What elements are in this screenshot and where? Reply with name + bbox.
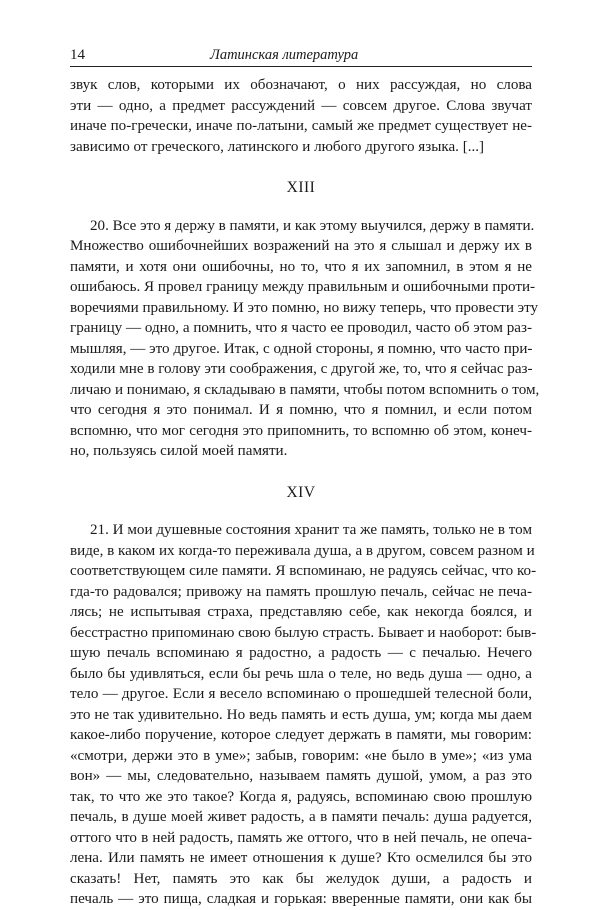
paragraph-20 (70, 216, 540, 462)
text-line: бесстрастно припоминаю свою былую страсть. Бывает и наоборот: быв- (70, 624, 537, 641)
text-line: Множество ошибочнейших возражений на это я слышал и держу их в (70, 238, 532, 254)
text-line: 20. Все это я держу в памяти, и как этому выучился, держу в памяти. (90, 217, 535, 234)
text-line: вон» — мы, следовательно, называем память душой, умом, а раз это (70, 768, 532, 784)
text-line: воречиями правильному. И это помню, но вижу теперь, что провести эту (70, 299, 539, 316)
text-line: так, то что же это такое? Когда я, радуясь, вспоминаю свою прошлую (70, 788, 532, 805)
text-line: что сегодня я это понимал. И я помню, что я помнил, и если потом (70, 402, 532, 418)
section-heading-xiii: XIII (286, 179, 316, 196)
header-rule (70, 66, 532, 67)
text-line: виде, в каком их когда-то переживала душа, а в другом, совсем разном и (70, 542, 535, 559)
running-title: Латинская литература (210, 47, 359, 63)
text-line: ходили мне в голову эти соображения, с другой же, то, что я сейчас раз- (70, 361, 533, 377)
text-line: «смотри, держи это в уме»; забыв, говорим: «не было в уме»; «из ума (70, 747, 532, 764)
text-line: эти — одно, а предмет рассуждений — совсем другое. Слова звучат (70, 97, 532, 114)
paragraph-21 (70, 520, 537, 910)
section-heading-xiv: XIV (286, 483, 316, 501)
text-line: было бы удивляться, если бы речь шла о теле, но ведь душа — одно, а (70, 665, 532, 682)
text-line: соответствующем силе памяти. Я вспоминаю, не радуясь сейчас, что ко- (70, 563, 537, 579)
text-line: печаль — это пища, сладкая и горькая: вверенные памяти, они как бы (70, 891, 532, 907)
text-line: тело — другое. Если я весело вспоминаю о прошедшей телесной боли, (70, 686, 532, 702)
text-line: вспомню, что мог сегодня это припомнить, то вспомню об этом, конеч- (70, 422, 532, 439)
text-line: но, пользуясь силой моей памяти. (70, 443, 288, 459)
text-line: печаль, в душе моей живет радость, а в памяти печаль: душа радуется, (70, 809, 532, 825)
text-line: шую печаль вспоминаю я радостно, а радость — с печалью. Нечего (70, 645, 532, 661)
text-line: звук слов, которыми их обозначают, о них рассуждая, но слова (70, 77, 532, 93)
text-line: мышляя, — это другое. Итак, с одной стороны, я помню, что часто при- (70, 340, 533, 357)
text-line: сказать! Нет, память это как бы желудок души, а радость и (70, 870, 532, 887)
paragraph-intro (70, 75, 532, 157)
text-line: ошибаюсь. Я провел границу между правильным и ошибочными проти- (70, 279, 536, 295)
text-line: оттого что в ней радость, память же оттого, что в ней печаль, не опеча- (70, 829, 532, 846)
text-line: это не так удивительно. Но ведь память и есть душа, ум; когда мы даем (70, 706, 532, 723)
text-line: какое-либо поручение, которое следует держать в памяти, мы говорим: (70, 727, 532, 743)
text-line: границу — одно, а помнить, что я часто ее проводил, часто об этом раз- (70, 320, 532, 336)
text-line: памяти, и хотя они ошибочны, но то, что я их запомнил, в этом я не (70, 258, 532, 275)
text-line: гда-то радовался; привожу на память прошлую печаль, сейчас не печа- (70, 583, 532, 600)
page-number: 14 (70, 47, 85, 63)
text-line: лена. Или память не имеет отношения к душе? Кто осмелился бы это (70, 850, 532, 866)
page-header (70, 44, 532, 66)
text-line: иначе по-гречески, иначе по-латыни, самый же предмет существует не- (70, 118, 532, 134)
page-body (70, 75, 540, 910)
text-line: личаю и понимаю, я складываю в памяти, чтобы потом вспомнить о том, (70, 381, 540, 398)
text-line: лясь; не испытывая страха, представляю себе, как некогда боялся, и (70, 604, 532, 620)
text-line: 21. И мои душевные состояния хранит та же память, только не в том (90, 522, 532, 538)
text-line: зависимо от греческого, латинского и любого другого языка. [...] (70, 138, 485, 155)
